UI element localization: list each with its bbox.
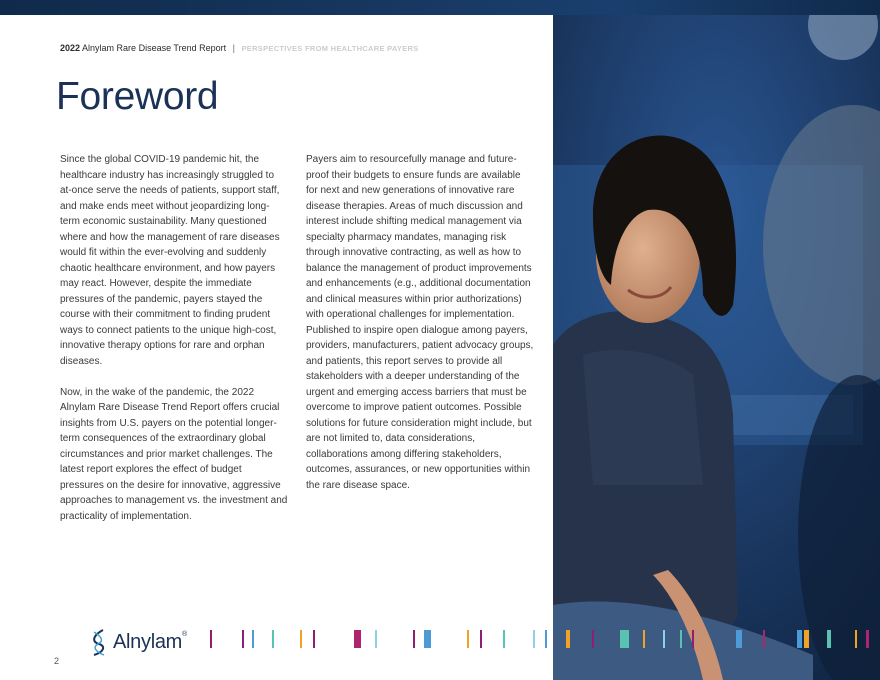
top-band bbox=[0, 0, 880, 15]
stripe bbox=[763, 630, 765, 648]
header-separator: | bbox=[232, 43, 235, 53]
stripe bbox=[252, 630, 254, 648]
stripe bbox=[503, 630, 505, 648]
page-content bbox=[0, 15, 553, 680]
stripe bbox=[827, 630, 831, 648]
header-year: 2022 bbox=[60, 43, 81, 53]
stripe bbox=[354, 630, 361, 648]
paragraph: Since the global COVID-19 pandemic hit, the healthcare industry has increasingly struggled to at-once serve the needs of patients, support staff, and make ends meet without jeopardizing long-term economic sustainability. Many questioned where and how the management of rare diseases would fit within the ever-evolving and suddenly chaotic healthcare environment, and how payers may react. However, despite the immediate pressures of the pandemic, payers stayed the course with their commitment to finding prudent ways to connect patients to the unique high-cost, innovative therapy options for rare and orphan diseases. bbox=[60, 154, 280, 367]
stripe bbox=[663, 630, 665, 648]
photo-woman-smiling bbox=[553, 15, 880, 680]
text-column-left bbox=[60, 152, 288, 540]
stripe bbox=[424, 630, 431, 648]
text-column-right bbox=[306, 152, 534, 509]
stripe bbox=[566, 630, 570, 648]
stripe bbox=[242, 630, 244, 648]
page-title: Foreword bbox=[56, 75, 219, 118]
stripe bbox=[413, 630, 415, 648]
stripe bbox=[467, 630, 469, 648]
stripe bbox=[313, 630, 315, 648]
paragraph: Payers aim to resourcefully manage and future-proof their budgets to ensure funds are available for next and new generations of innovative rare disease therapies. Areas of much discussion and interest include shifting medical management via specialty pharmacy mandates, managing risk through innovative contracting, as well as how to balance the management of product improvements and enhancements (e.g., additional documentation and clinical measures within prior authorizations) with operational challenges for implementation. Published to inspire open dialogue among payers, providers, manufacturers, patient advocacy groups, and patients, this report serves to provide all stakeholders with a deeper understanding of the urgent and emerging access barriers that must be overcome to improve patient outcomes. Possible solutions for future consideration might include, but are not limited to, data considerations, collaborations among differing stakeholders, outcomes, assurances, or new opportunities within the rare disease space. bbox=[306, 154, 534, 491]
cover-photo bbox=[553, 15, 880, 680]
stripe bbox=[797, 630, 802, 648]
decorative-stripe-band bbox=[0, 628, 880, 650]
stripe bbox=[643, 630, 645, 648]
stripe bbox=[804, 630, 809, 648]
logo-text: Alnylam bbox=[113, 630, 183, 653]
stripe bbox=[480, 630, 482, 648]
stripe bbox=[680, 630, 682, 648]
stripe bbox=[210, 630, 212, 648]
page-number: 2 bbox=[54, 656, 60, 666]
stripe bbox=[272, 630, 274, 648]
stripe bbox=[620, 630, 629, 648]
stripe bbox=[692, 630, 694, 648]
stripe bbox=[545, 630, 547, 648]
stripe bbox=[533, 630, 535, 648]
running-header bbox=[60, 43, 419, 53]
stripe bbox=[736, 630, 742, 648]
stripe bbox=[855, 630, 857, 648]
stripe bbox=[300, 630, 302, 648]
registered-mark: ® bbox=[182, 630, 187, 638]
paragraph: Now, in the wake of the pandemic, the 2022 Alnylam Rare Disease Trend Report offers crucial insights from U.S. payers on the potential longer-term consequences of the extraordinary global circumstances and prior market challenges. The latest report explores the effect of budget pressures on the desire for innovative, aggressive approaches to management vs. the investment and practicality of implementation. bbox=[60, 386, 288, 522]
header-subtitle: PERSPECTIVES FROM HEALTHCARE PAYERS bbox=[241, 44, 419, 53]
header-title: Alnylam Rare Disease Trend Report bbox=[82, 43, 227, 53]
stripe bbox=[375, 630, 377, 648]
stripe bbox=[592, 630, 594, 648]
stripe bbox=[866, 630, 869, 648]
